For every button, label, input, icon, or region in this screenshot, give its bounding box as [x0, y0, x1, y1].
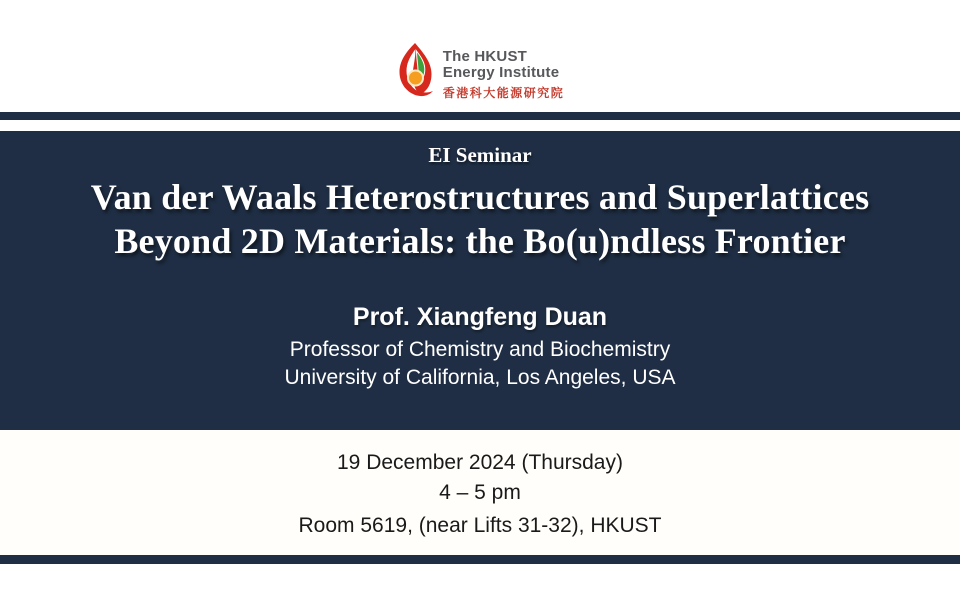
seminar-title-line2: Beyond 2D Materials: the Bo(u)ndless Frontier [114, 221, 846, 261]
seminar-title [0, 175, 960, 263]
hkust-energy-institute-logo [0, 42, 960, 101]
logo-org-name-chinese: 香港科大能源研究院 [442, 86, 565, 100]
seminar-banner [0, 131, 960, 430]
logo-text [443, 42, 565, 101]
bottom-divider-bar [0, 555, 960, 564]
event-venue: Room 5619, (near Lifts 31-32), HKUST [298, 514, 662, 537]
event-time: 4 – 5 pm [439, 481, 521, 504]
logo-org-name-line2: Energy Institute [442, 64, 560, 81]
speaker-role: Professor of Chemistry and Biochemistry [289, 338, 671, 361]
speaker-name: Prof. Xiangfeng Duan [352, 303, 608, 331]
event-date: 19 December 2024 (Thursday) [337, 451, 623, 474]
speaker-affiliation: University of California, Los Angeles, USA [284, 366, 676, 389]
event-details [0, 430, 960, 555]
seminar-series-label: EI Seminar [428, 143, 532, 167]
seminar-title-line1: Van der Waals Heterostructures and Superlattices [90, 177, 870, 217]
top-divider-bar [0, 112, 960, 120]
logo-org-name-line1: The HKUST [442, 48, 528, 65]
energy-flame-icon [396, 42, 434, 98]
